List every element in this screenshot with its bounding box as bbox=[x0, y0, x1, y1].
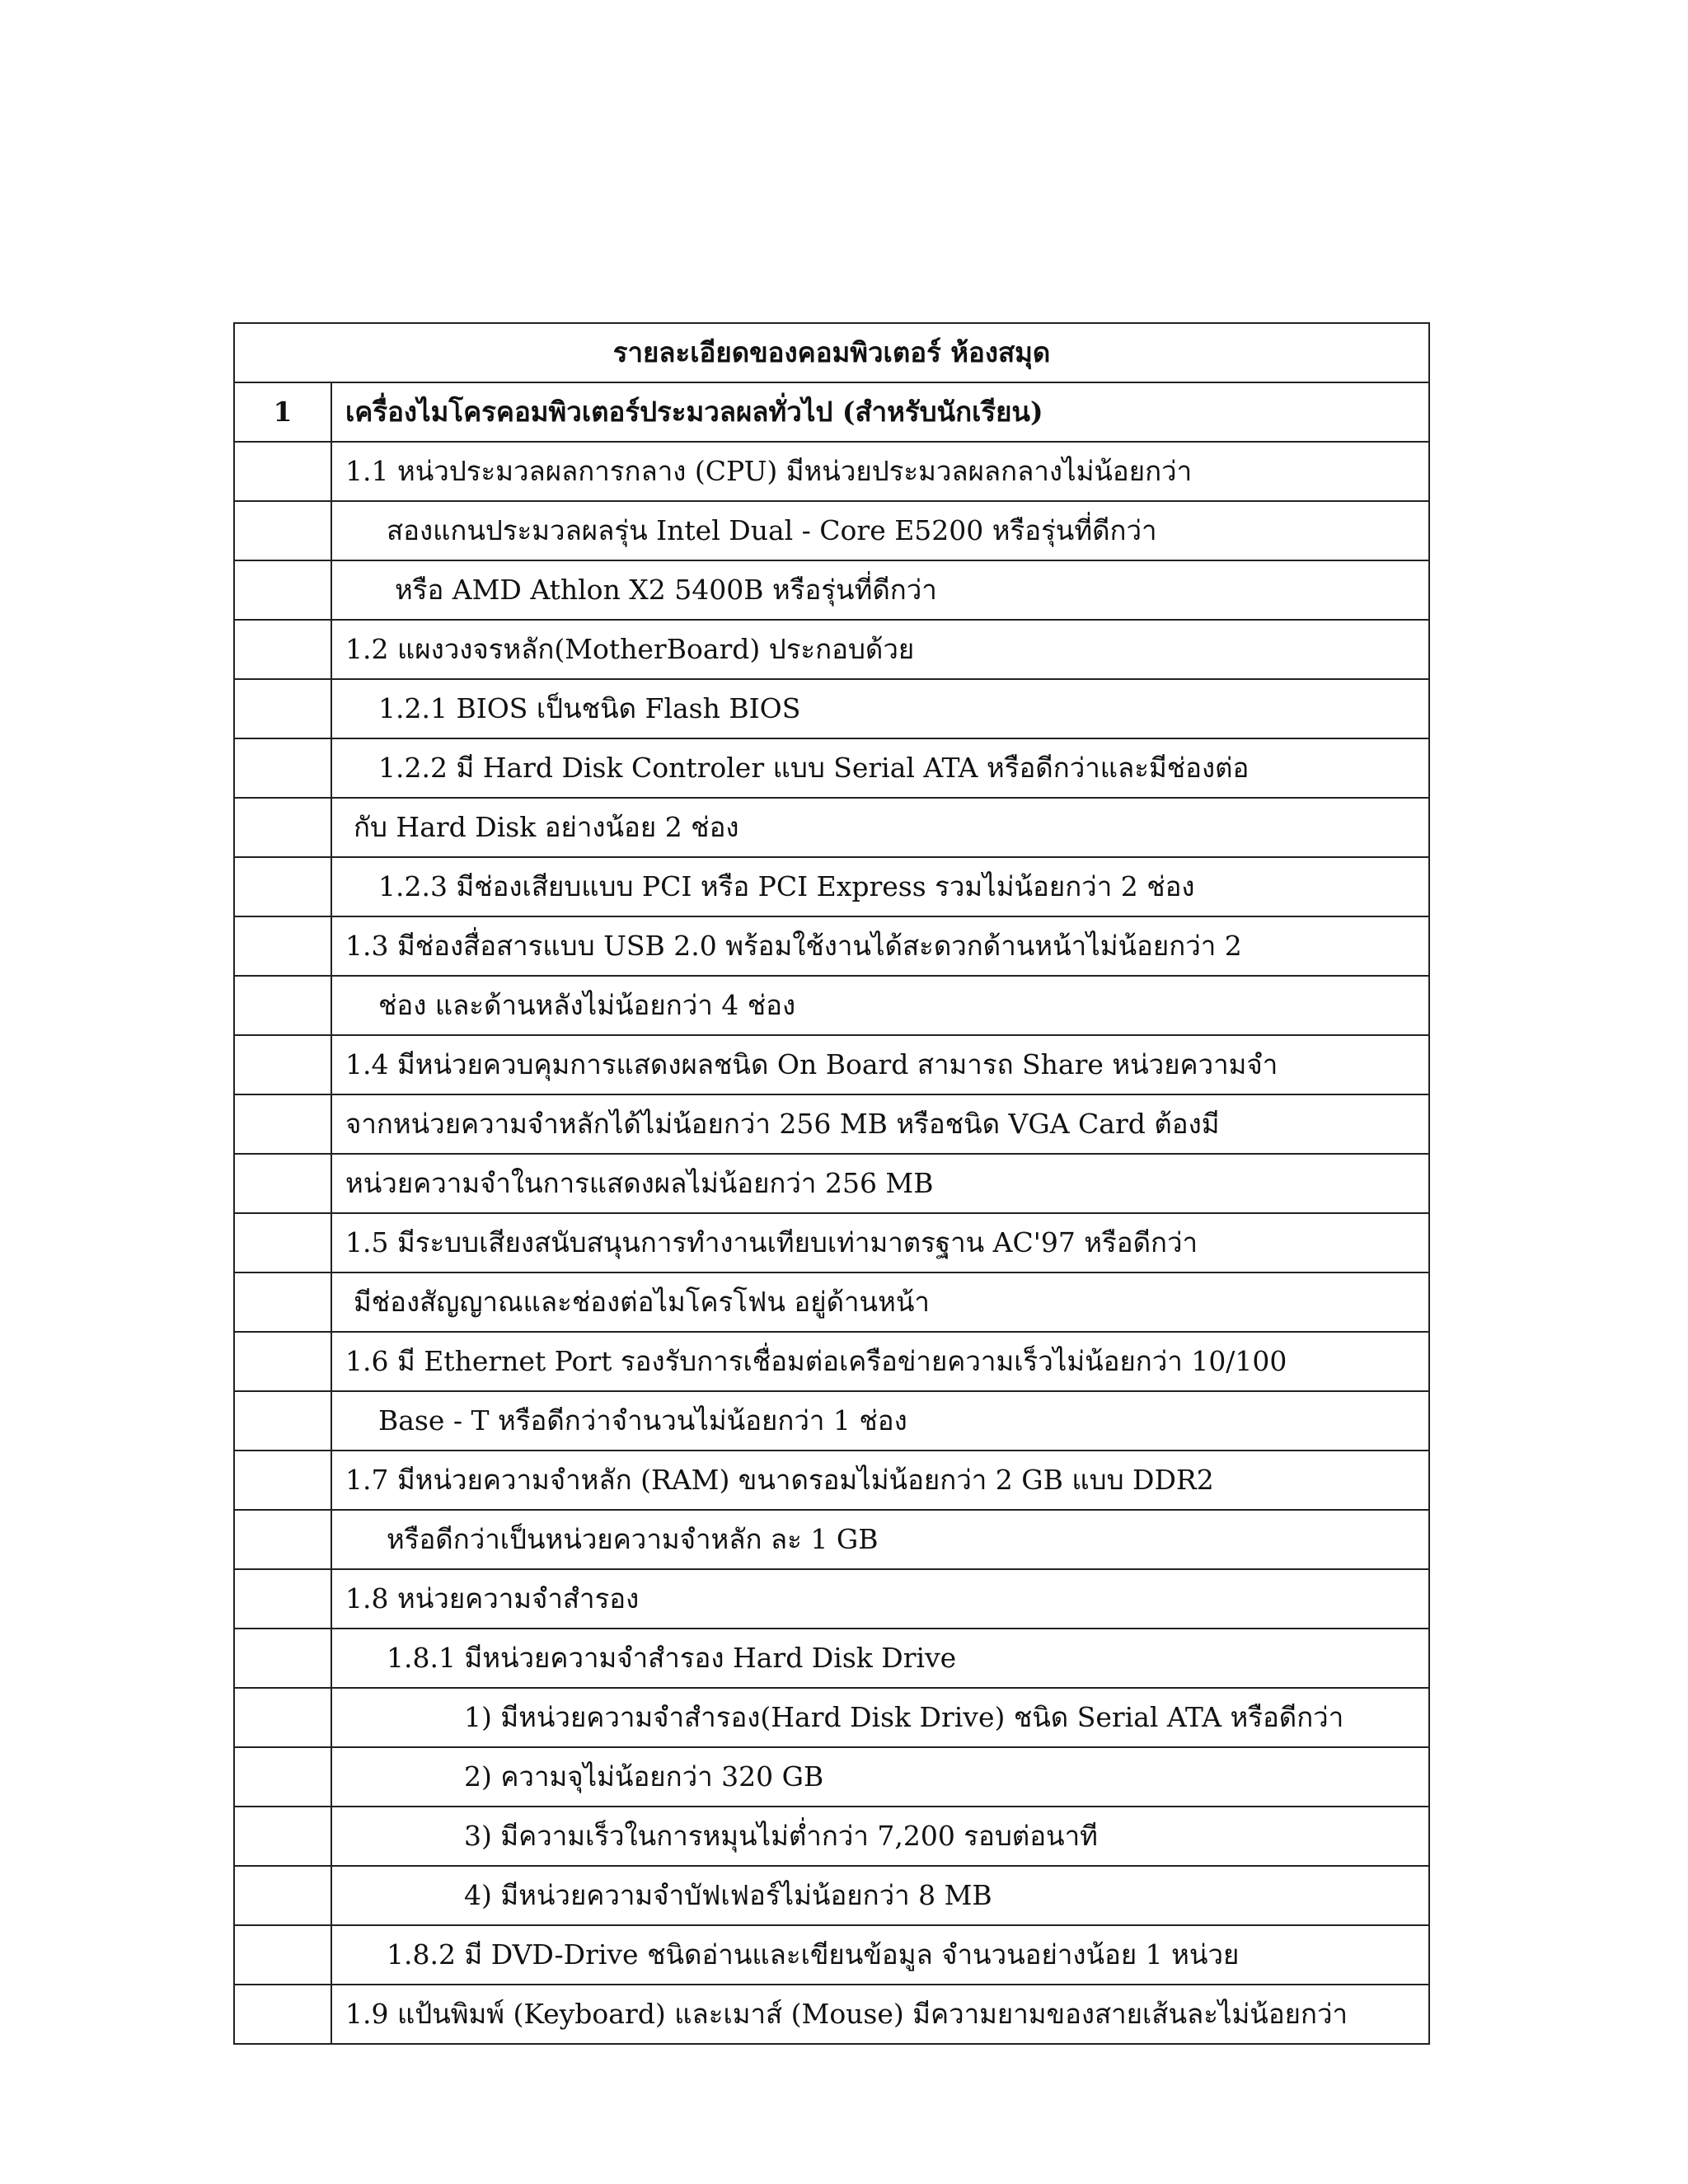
table-row bbox=[234, 1925, 1429, 1985]
item-title: เครื่องไมโครคอมพิวเตอร์ประมวลผลทั่วไป (สำหรับนักเรียน) bbox=[331, 382, 1429, 442]
table-row bbox=[234, 1747, 1429, 1807]
row-number-cell bbox=[234, 1272, 331, 1332]
spec-text: 1.8 หน่วยความจำสำรอง bbox=[331, 1569, 1429, 1629]
row-number-cell bbox=[234, 857, 331, 916]
spec-text: สองแกนประมวลผลรุ่น Intel Dual - Core E5200 หรือรุ่นที่ดีกว่า bbox=[331, 501, 1429, 560]
spec-table bbox=[233, 322, 1430, 2045]
table-row bbox=[234, 1866, 1429, 1925]
row-number-cell bbox=[234, 560, 331, 620]
row-number-cell bbox=[234, 1925, 331, 1985]
item-number: 1 bbox=[234, 382, 331, 442]
spec-table-body bbox=[234, 323, 1429, 2044]
table-row bbox=[234, 560, 1429, 620]
spec-text: 1.4 มีหน่วยควบคุมการแสดงผลชนิด On Board สามารถ Share หน่วยความจำ bbox=[331, 1035, 1429, 1094]
row-number-cell bbox=[234, 798, 331, 857]
table-row bbox=[234, 1094, 1429, 1154]
table-row bbox=[234, 1629, 1429, 1688]
spec-text: 2) ความจุไม่น้อยกว่า 320 GB bbox=[331, 1747, 1429, 1807]
row-number-cell bbox=[234, 976, 331, 1035]
row-number-cell bbox=[234, 1213, 331, 1272]
table-row bbox=[234, 916, 1429, 976]
table-row bbox=[234, 1035, 1429, 1094]
table-row bbox=[234, 738, 1429, 798]
table-row bbox=[234, 1154, 1429, 1213]
row-number-cell bbox=[234, 1807, 331, 1866]
row-number-cell bbox=[234, 1688, 331, 1747]
row-number-cell bbox=[234, 442, 331, 501]
row-number-cell bbox=[234, 1035, 331, 1094]
row-number-cell bbox=[234, 1747, 331, 1807]
spec-text: กับ Hard Disk อย่างน้อย 2 ช่อง bbox=[331, 798, 1429, 857]
table-row bbox=[234, 857, 1429, 916]
table-title: รายละเอียดของคอมพิวเตอร์ ห้องสมุด bbox=[234, 323, 1429, 382]
table-row bbox=[234, 1807, 1429, 1866]
row-number-cell bbox=[234, 1510, 331, 1569]
spec-text: 1.7 มีหน่วยความจำหลัก (RAM) ขนาดรอมไม่น้อยกว่า 2 GB แบบ DDR2 bbox=[331, 1451, 1429, 1510]
table-row bbox=[234, 501, 1429, 560]
spec-text: 4) มีหน่วยความจำบัฟเฟอร์ไม่น้อยกว่า 8 MB bbox=[331, 1866, 1429, 1925]
table-row bbox=[234, 976, 1429, 1035]
spec-text: 1.2.2 มี Hard Disk Controler แบบ Serial ATA หรือดีกว่าและมีช่องต่อ bbox=[331, 738, 1429, 798]
table-row bbox=[234, 1272, 1429, 1332]
spec-text: 1.6 มี Ethernet Port รองรับการเชื่อมต่อเครือข่ายความเร็วไม่น้อยกว่า 10/100 bbox=[331, 1332, 1429, 1391]
spec-text: หรือดีกว่าเป็นหน่วยความจำหลัก ละ 1 GB bbox=[331, 1510, 1429, 1569]
spec-text: จากหน่วยความจำหลักได้ไม่น้อยกว่า 256 MB หรือชนิด VGA Card ต้องมี bbox=[331, 1094, 1429, 1154]
row-number-cell bbox=[234, 1332, 331, 1391]
row-number-cell bbox=[234, 1391, 331, 1451]
table-row bbox=[234, 1569, 1429, 1629]
table-row bbox=[234, 679, 1429, 738]
row-number-cell bbox=[234, 916, 331, 976]
spec-text: 1.1 หน่วประมวลผลการกลาง (CPU) มีหน่วยประมวลผลกลางไม่น้อยกว่า bbox=[331, 442, 1429, 501]
spec-text: 1.2 แผงวงจรหลัก(MotherBoard) ประกอบด้วย bbox=[331, 620, 1429, 679]
table-row bbox=[234, 1688, 1429, 1747]
spec-text: 1.9 แป้นพิมพ์ (Keyboard) และเมาส์ (Mouse) มีความยามของสายเส้นละไม่น้อยกว่า bbox=[331, 1985, 1429, 2044]
row-number-cell bbox=[234, 1451, 331, 1510]
table-row bbox=[234, 1451, 1429, 1510]
spec-text: 1.2.1 BIOS เป็นชนิด Flash BIOS bbox=[331, 679, 1429, 738]
spec-text: 3) มีความเร็วในการหมุนไม่ต่ำกว่า 7,200 รอบต่อนาที bbox=[331, 1807, 1429, 1866]
item-header-row bbox=[234, 382, 1429, 442]
spec-text: Base - T หรือดีกว่าจำนวนไม่น้อยกว่า 1 ช่อง bbox=[331, 1391, 1429, 1451]
table-row bbox=[234, 1213, 1429, 1272]
spec-text: ช่อง และด้านหลังไม่น้อยกว่า 4 ช่อง bbox=[331, 976, 1429, 1035]
row-number-cell bbox=[234, 1629, 331, 1688]
table-row bbox=[234, 1391, 1429, 1451]
spec-text: 1.2.3 มีช่องเสียบแบบ PCI หรือ PCI Express รวมไม่น้อยกว่า 2 ช่อง bbox=[331, 857, 1429, 916]
row-number-cell bbox=[234, 738, 331, 798]
spec-text: มีช่องสัญญาณและช่องต่อไมโครโฟน อยู่ด้านหน้า bbox=[331, 1272, 1429, 1332]
table-row bbox=[234, 442, 1429, 501]
row-number-cell bbox=[234, 679, 331, 738]
spec-text: หรือ AMD Athlon X2 5400B หรือรุ่นที่ดีกว่า bbox=[331, 560, 1429, 620]
spec-text: 1.3 มีช่องสื่อสารแบบ USB 2.0 พร้อมใช้งานได้สะดวกด้านหน้าไม่น้อยกว่า 2 bbox=[331, 916, 1429, 976]
row-number-cell bbox=[234, 1985, 331, 2044]
row-number-cell bbox=[234, 1154, 331, 1213]
row-number-cell bbox=[234, 620, 331, 679]
spec-text: 1.8.1 มีหน่วยความจำสำรอง Hard Disk Drive bbox=[331, 1629, 1429, 1688]
spec-text: หน่วยความจำในการแสดงผลไม่น้อยกว่า 256 MB bbox=[331, 1154, 1429, 1213]
spec-text: 1) มีหน่วยความจำสำรอง(Hard Disk Drive) ชนิด Serial ATA หรือดีกว่า bbox=[331, 1688, 1429, 1747]
table-row bbox=[234, 1985, 1429, 2044]
row-number-cell bbox=[234, 1569, 331, 1629]
row-number-cell bbox=[234, 501, 331, 560]
table-row bbox=[234, 1510, 1429, 1569]
spec-text: 1.5 มีระบบเสียงสนับสนุนการทำงานเทียบเท่ามาตรฐาน AC'97 หรือดีกว่า bbox=[331, 1213, 1429, 1272]
row-number-cell bbox=[234, 1094, 331, 1154]
row-number-cell bbox=[234, 1866, 331, 1925]
table-row bbox=[234, 1332, 1429, 1391]
table-title-row bbox=[234, 323, 1429, 382]
table-row bbox=[234, 620, 1429, 679]
table-row bbox=[234, 798, 1429, 857]
spec-text: 1.8.2 มี DVD-Drive ชนิดอ่านและเขียนข้อมูล จำนวนอย่างน้อย 1 หน่วย bbox=[331, 1925, 1429, 1985]
